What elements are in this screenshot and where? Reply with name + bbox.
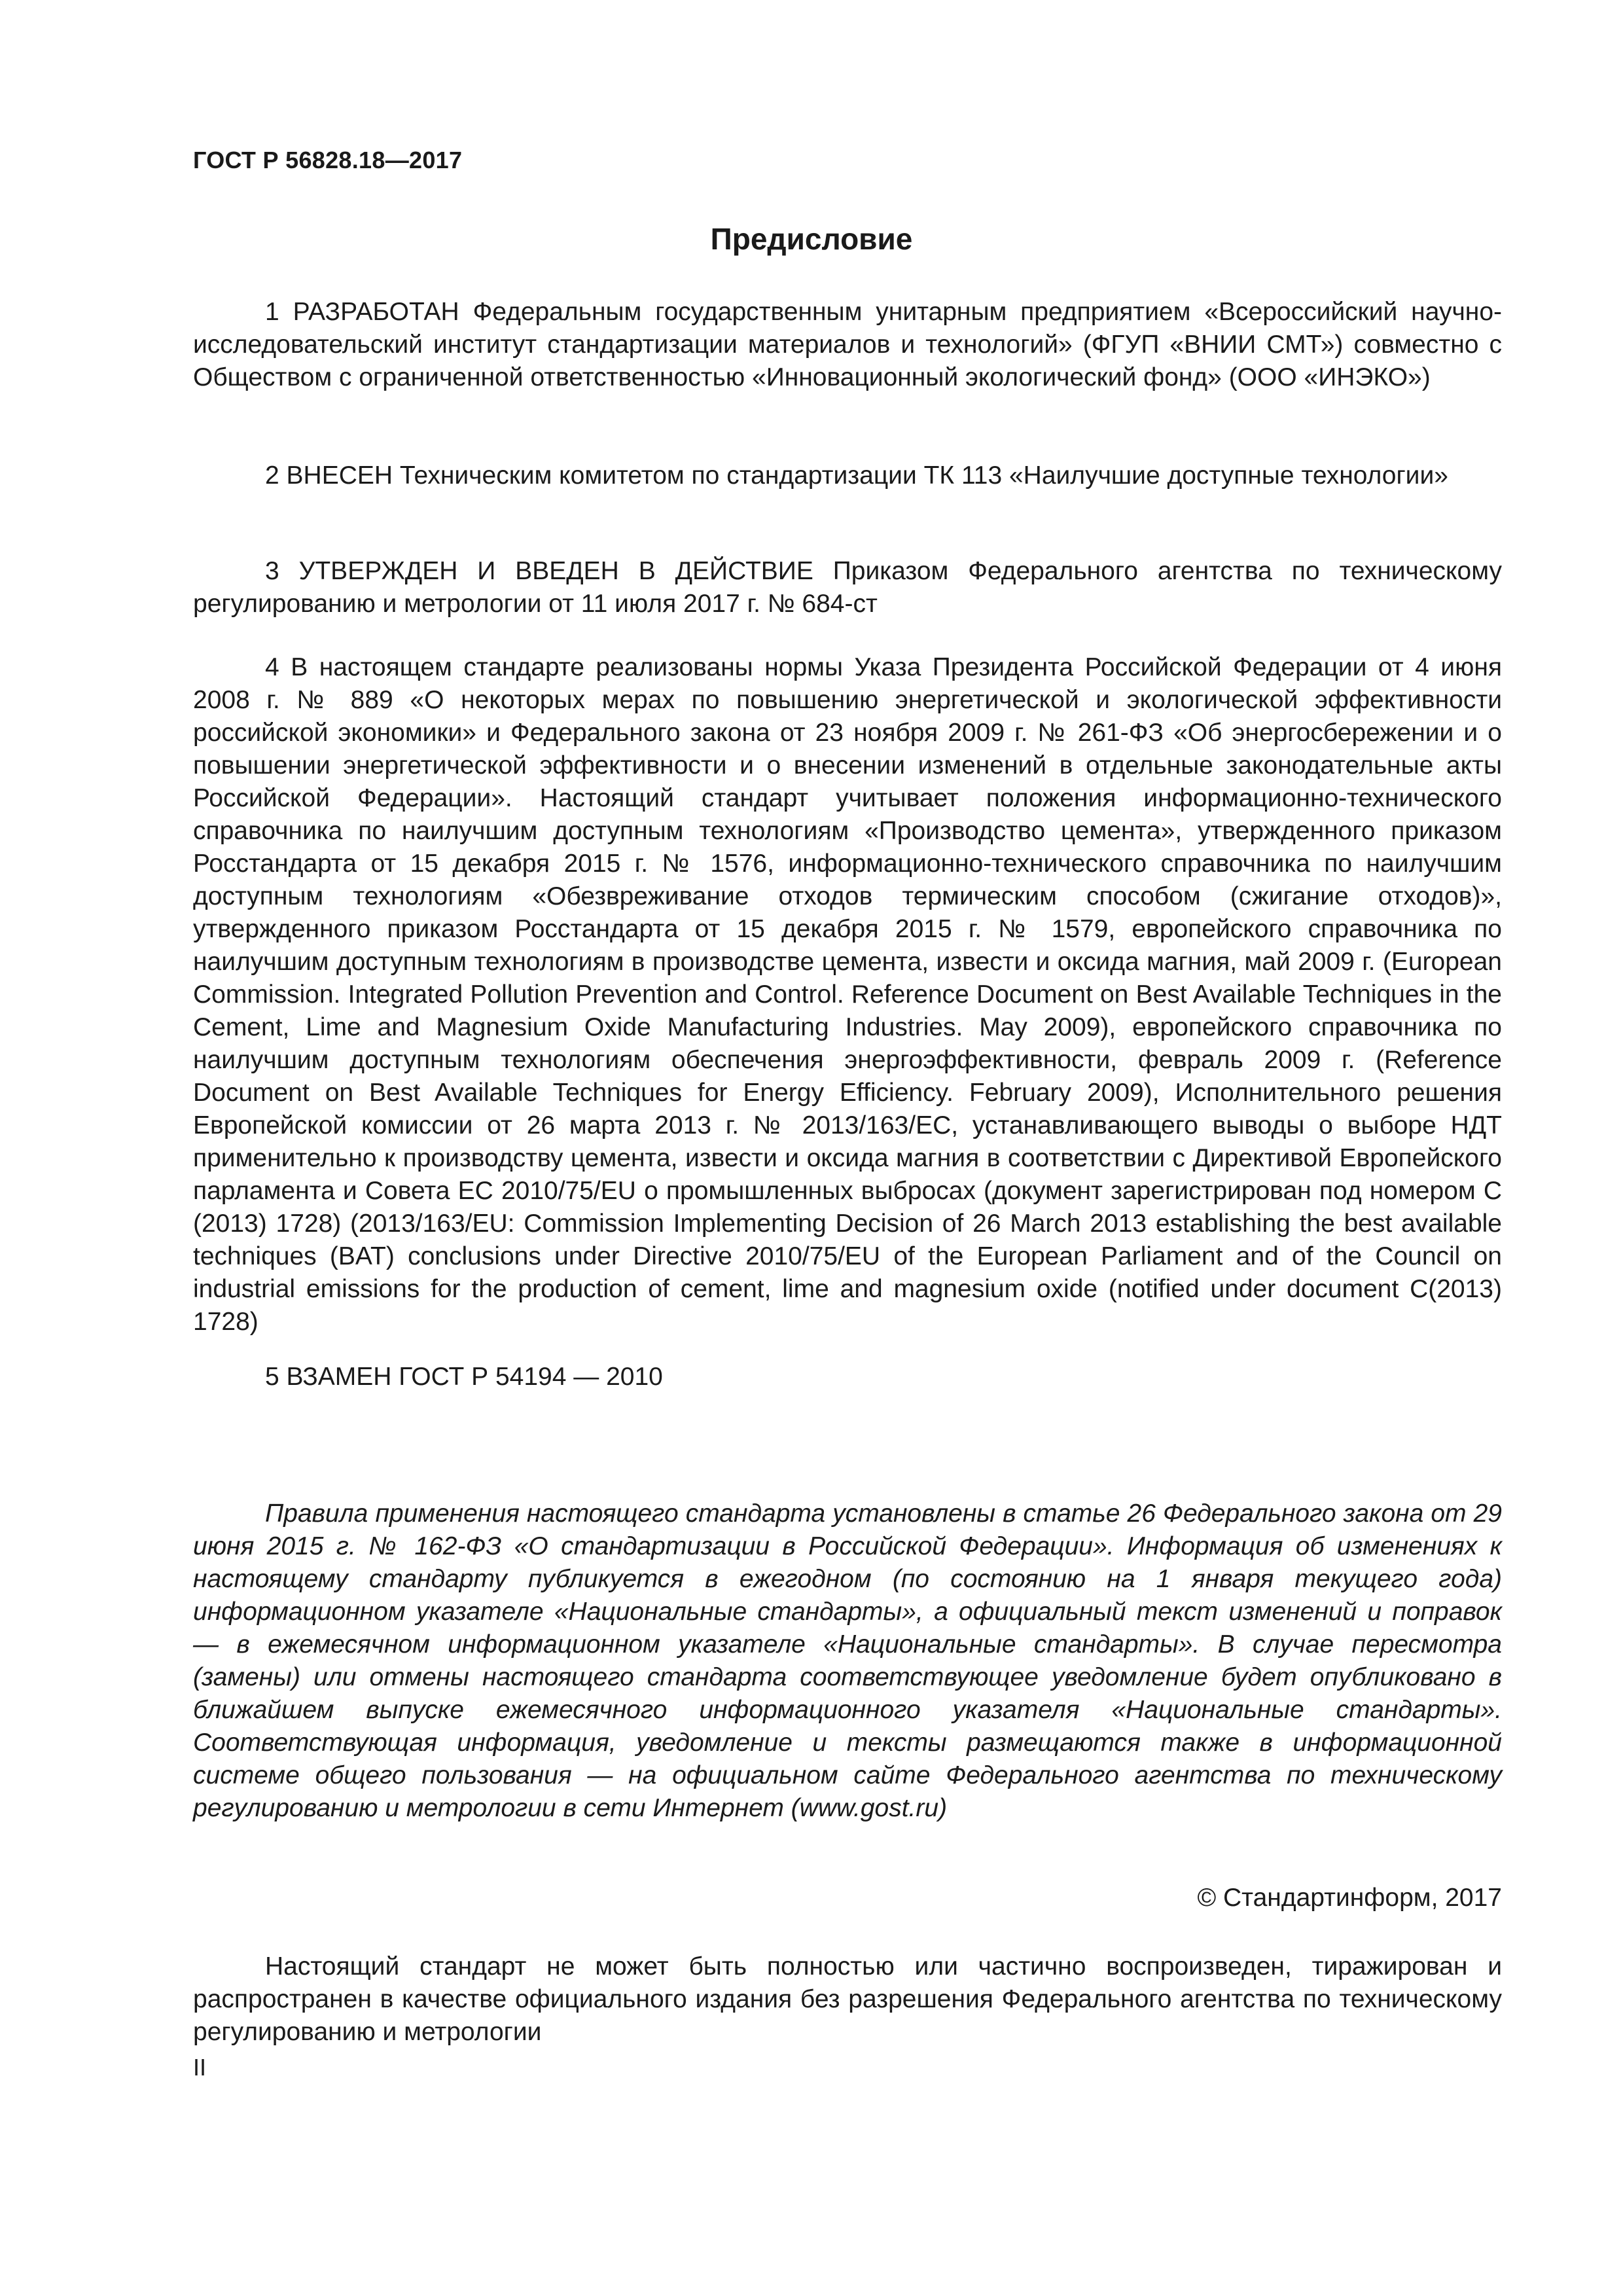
page-number: II: [193, 2054, 207, 2081]
reproduction-notice: Настоящий стандарт не может быть полностью или частично воспроизведен, тиражирован и распространен в качестве официального издания без разрешения Федерального агентства по техническому регулированию и метрологии: [193, 1952, 1502, 2046]
foreword-item-approved: 3 УТВЕРЖДЕН И ВВЕДЕН В ДЕЙСТВИЕ Приказом Федерального агентства по техническому регулированию и метрологии от 11 июля 2017 г. № 684-ст: [193, 557, 1502, 618]
foreword-item-norms: 4 В настоящем стандарте реализованы нормы Указа Президента Российской Федерации от 4 июня 2008 г. № 889 «О некоторых мерах по повышению энергетической и экологической эффективности российской экономики» и Федерального закона от 23 ноября 2009 г. № 261-ФЗ «Об энергосбережении и о повышении энергетической эффективности и о внесении изменений в отдельные законодательные акты Российской Федерации». Настоящий стандарт учитывает положения информационно-технического справочника по наилучшим доступным технологиям «Производство цемента», утвержденного приказом Росстандарта от 15 декабря 2015 г. № 1576, информационно-технического справочника по наилучшим доступным технологиям «Обезвреживание отходов термическим способом (сжигание отходов)», утвержденного приказом Росстандарта от 15 декабря 2015 г. № 1579, европейского справочника по наилучшим доступным технологиям в производстве цемента, извести и оксида магния, май 2009 г. (European Commission. Integrated Pollution Prevention and Control. Reference Document on Best Available Techniques in the Cement, Lime and Magnesium Oxide Manufacturing Industries. May 2009), европейского справочника по наилучшим доступным технологиям обеспечения энергоэффективности, февраль 2009 г. (Reference Document on Best Available Techniques for Energy Efficiency. February 2009), Исполнительного решения Европейской комиссии от 26 марта 2013 г. № 2013/163/ЕС, устанавливающего выводы о выборе НДТ применительно к производству цемента, извести и оксида магния в соответствии с Директивой Европейского парламента и Совета ЕС 2010/75/EU о промышленных выбросах (документ зарегистрирован под номером С (2013) 1728) (2013/163/EU: Commission Implementing Decision of 26 March 2013 establishing the best available techniques (BAT) conclusions under Directive 2010/75/EU of the European Parliament and of the Council on industrial emissions for the production of cement, lime and magnesium oxide (notified under document C(2013) 1728): [193, 653, 1502, 1336]
foreword-item-developed: 1 РАЗРАБОТАН Федеральным государственным унитарным предприятием «Всероссийский научно-исследовательский институт стандартизации материалов и технологий» (ФГУП «ВНИИ СМТ») совместно с Обществом с ограниченной ответственностью «Инновационный экологический фонд» (ООО «ИНЭКО»): [193, 298, 1502, 391]
copyright-notice: © Стандартинформ, 2017: [1197, 1884, 1502, 1912]
foreword-item-replaces: 5 ВЗАМЕН ГОСТ Р 54194 — 2010: [265, 1363, 663, 1391]
foreword-item-introduced: 2 ВНЕСЕН Техническим комитетом по стандартизации ТК 113 «Наилучшие доступные технологии»: [265, 461, 1448, 490]
application-rules-note: Правила применения настоящего стандарта установлены в статье 26 Федерального закона от 29 июня 2015 г. № 162-ФЗ «О стандартизации в Российской Федерации». Информация об изменениях к настоящему стандарту публикуется в ежегодном (по состоянию на 1 января текущего года) информационном указателе «Национальные стандарты», а официальный текст изменений и поправок — в ежемесячном информационном указателе «Национальные стандарты». В случае пересмотра (замены) или отмены настоящего стандарта соответствующее уведомление будет опубликовано в ближайшем выпуске ежемесячного информационного указателя «Национальные стандарты». Соответствующая информация, уведомление и тексты размещаются также в информационной системе общего пользования — на официальном сайте Федерального агентства по техническому регулированию и метрологии в сети Интернет (www.gost.ru): [193, 1499, 1502, 1822]
document-code: ГОСТ Р 56828.18—2017: [193, 147, 463, 173]
page-title: Предисловие: [710, 222, 913, 256]
